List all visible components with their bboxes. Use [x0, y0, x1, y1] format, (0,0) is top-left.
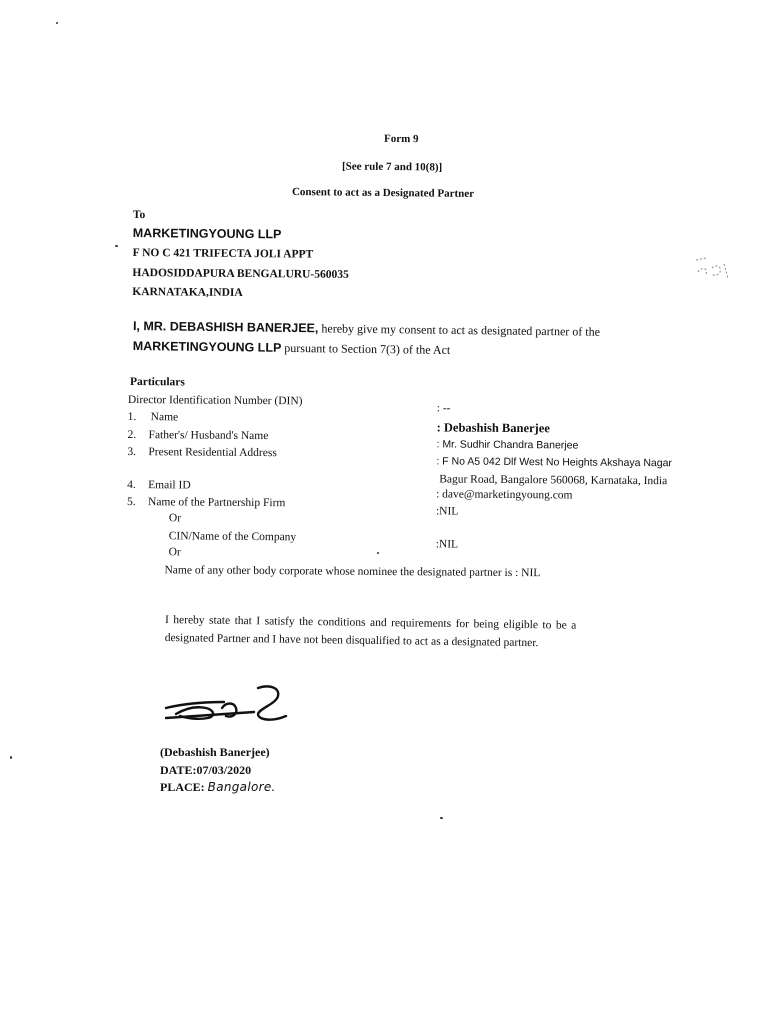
form-rule: [See rule 7 and 10(8)]: [341, 160, 443, 174]
row-number: 1.: [127, 410, 137, 424]
father-name-label: Father's/ Husband's Name: [148, 429, 269, 443]
addressee-line3: KARNATAKA,INDIA: [132, 286, 243, 299]
row-number: 2.: [127, 428, 137, 442]
body-corporate-line: Name of any other body corporate whose nominee the designated partner is : NIL: [164, 564, 541, 580]
addressee-line1: F NO C 421 TRIFECTA JOLI APPT: [132, 247, 314, 261]
addressee-name: MARKETINGYOUNG LLP: [132, 226, 282, 242]
signature-image: [162, 682, 302, 728]
place-value: Bangalore.: [207, 780, 276, 794]
din-label: Director Identification Number (DIN): [127, 393, 303, 408]
signatory-name: (Debashish Banerjee): [160, 745, 270, 759]
name-value: : Debashish Banerjee: [436, 420, 550, 436]
scan-speck: [377, 552, 379, 554]
scan-speck: [56, 22, 58, 24]
din-value: : --: [436, 402, 451, 415]
consent-text2: pursuant to Section 7(3) of the Act: [281, 340, 451, 357]
signature-date: DATE:07/03/2020: [160, 763, 252, 777]
row-number: 4.: [127, 478, 136, 492]
cin-label: CIN/Name of the Company: [168, 530, 297, 544]
form-subject: Consent to act as a Designated Partner: [291, 186, 475, 200]
father-name-value: : Mr. Sudhir Chandra Banerjee: [436, 438, 579, 452]
declaration-line2: designated Partner and I have not been disqualified to act as a designated partner.: [164, 631, 539, 650]
row-number: 3.: [127, 445, 137, 459]
scan-speck: [115, 245, 118, 247]
email-value: : dave@marketingyoung.com: [436, 488, 573, 502]
place-label: PLACE:: [160, 780, 205, 794]
particulars-heading: Particulars: [129, 376, 185, 389]
scan-speck: [10, 756, 12, 759]
consent-prefix: I, MR. DEBASHISH BANERJEE,: [132, 319, 319, 336]
address-label: Present Residential Address: [148, 446, 277, 460]
scan-speck: [440, 817, 443, 819]
to-label: To: [132, 209, 146, 222]
declaration-line1: I hereby state that I satisfy the conditions and requirements for being eligible to be a: [164, 614, 577, 632]
consent-text1: hereby give my consent to act as designated partner of the: [318, 321, 601, 339]
address-value-line1: : F No A5 042 Dlf West No Heights Akshaya Nagar: [436, 455, 673, 470]
or-label: Or: [168, 512, 182, 525]
row-number: 5.: [126, 495, 136, 509]
consent-firm: MARKETINGYOUNG LLP: [132, 339, 282, 355]
partnership-firm-label: Name of the Partnership Firm: [147, 496, 286, 510]
form-title: Form 9: [383, 132, 419, 146]
or-label: Or: [168, 546, 181, 559]
partnership-firm-value: :NIL: [435, 505, 459, 518]
faint-stamp-mark: [692, 254, 732, 284]
addressee-line2: HADOSIDDAPURA BENGALURU-560035: [132, 267, 349, 281]
cin-value: :NIL: [435, 538, 459, 551]
address-value-line2: Bagur Road, Bangalore 560068, Karnataka, India: [439, 473, 668, 488]
email-label: Email ID: [148, 479, 191, 492]
name-label: Name: [150, 411, 179, 424]
